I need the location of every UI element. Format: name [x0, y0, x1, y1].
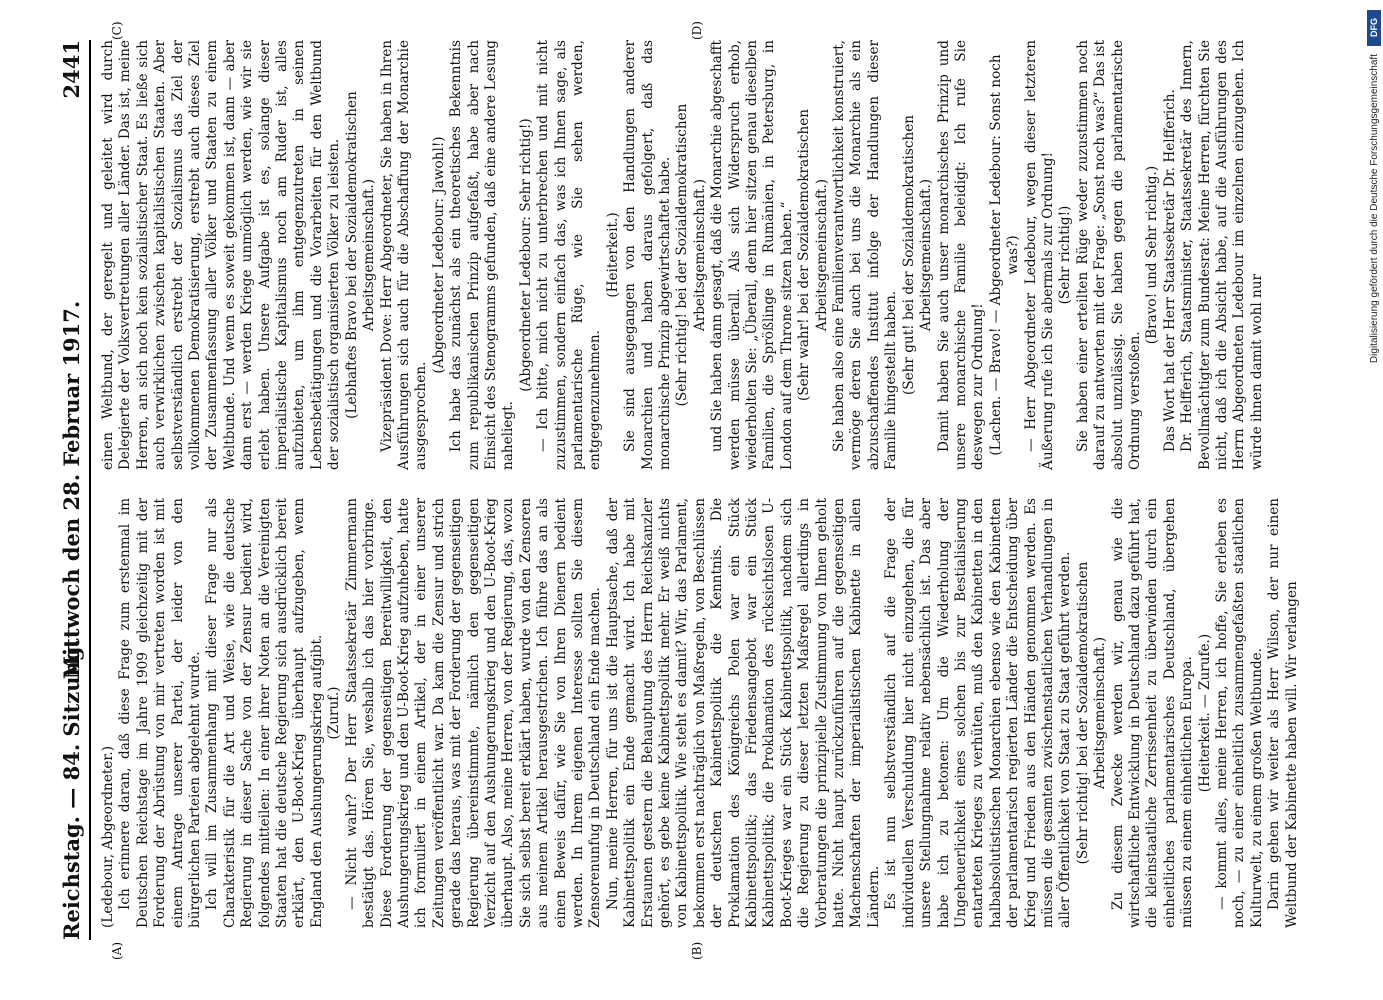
margin-mark-b: (B)	[690, 941, 704, 960]
paragraph: (Bravo! und Sehr richtig.)	[1144, 165, 1161, 345]
dfg-logo-badge: DFG	[1367, 10, 1381, 46]
paragraph: Nun, meine Herren, für uns ist die Hauptsache, daß der Kabinettspolitik ein Ende gemacht wird. Ich habe mit Erstaunen gestern die Behauptung des Herrn Reichskanzler gehört, es gebe keine Kabinettspolitik mehr. Er weiß nichts von Kabinettspolitik. Wie steht es damit? Wir, das Parlament, bekommen erst nachträglich von Maßregeln, von Beschlüssen der deutschen Kabinettspolitik die Kenntnis. Die Proklamation des Königreichs Polen war ein Stück Kabinettspolitik; das Friedensangebot war ein Stück Kabinettspolitik; die Proklamation des rücksichtslosen U-Boot-Krieges war ein Stück Kabinettspolitik, nachdem sich die Regierung zu dieser letzten Maßregel allerdings in Vorberatungen die prinzipielle Zustimmung von Ihnen geholt hatte. Nicht haupt zurückzuführen auf die gegenseitigen Machenschaften der imperialistischen Kabinette in allen Ländern.	[604, 497, 882, 928]
paragraph: (Sehr wahr! bei der Sozialdemokratischen Arbeitsgemeinschaft.)	[796, 108, 830, 402]
paragraph: Darin gehen wir weiter als Herr Wilson, der nur einen Weltbund der Kabinette haben will. Wir verlangen	[1266, 498, 1300, 928]
right-text-column	[100, 40, 1266, 470]
paragraph: (Ledebour, Abgeordneter.)	[100, 746, 116, 928]
margin-mark-d: (D)	[690, 21, 704, 40]
paragraph: Sie haben einer erteilten Rüge weder zuzustimmen noch darauf zu antworten mit der Frage: „Sonst noch was?“ Das ist absolut unzulässig. Sie haben gegen die parlamentarische Ordnung verstoßen.	[1074, 40, 1143, 470]
margin-mark-a: (A)	[110, 941, 124, 960]
paragraph: Dr. Helfferich, Staatsminister, Staatssekretär des Innern, Bevollmächtigter zum Bundesrat: Meine Herren, fürchten Sie nicht, daß ich die Absicht habe, auf die Ausführungen des Herrn Abgeordneten Ledebour im einzelnen einzugehen. Ich würde ihnen damit wohl nur	[1179, 40, 1265, 470]
margin-mark-c: (C)	[110, 21, 124, 40]
paragraph: Zu diesem Zwecke werden wir, genau wie die wirtschaftliche Entwicklung in Deutschland dazu geführt hat, die kleinstaatliche Zerrissenheit zu überwinden durch ein einheitliches parlamentarisches Deutschland, übergehen müssen zu einem einheitlichen Europa.	[1109, 498, 1196, 928]
paragraph: Das Wort hat der Herr Staatssekretär Dr. Helfferich.	[1161, 89, 1178, 452]
header-left: Reichstag. — 84. Sitzung.	[59, 639, 84, 940]
paragraph: (Sehr richtig! bei der Sozialdemokratischen Arbeitsgemeinschaft.)	[1074, 561, 1109, 865]
paragraph: (Sehr gut! bei der Sozialdemokratischen Arbeitsgemeinschaft.)	[900, 115, 935, 395]
paragraph: — Nicht wahr? Der Herr Staatssekretär Zimmermann bestätigt das. Hören Sie, weshalb ich das hier vorbringe. Diese Forderung der gegenseitigen Bereitwilligkeit, den Aushungerungskrieg und den U-Boot-Krieg aufzuheben, hatte ich formuliert in einem Artikel, der in einer unserer Zeitungen veröffentlicht war. Da kam die Zensur und strich gerade das heraus, was mit der Forderung der gegenseitigen Regierung übereinstimmte, nämlich den gegenseitigen Verzicht auf den Aushungerungskrieg und den U-Boot-Krieg überhaupt. Also, meine Herren, von der Regierung, das, wozu Sie sich selbst bereit erklärt haben, wurde von den Zensoren aus meinem Artikel herausgestrichen. Ich führe das an als einen Beweis dafür, wie Sie von Ihren Dienern bedient werden. In Ihrem eigenen Interesse sollten Sie diesem Zensorenunfug in Deutschland ein Ende machen.	[343, 498, 604, 928]
header-date: Mittwoch den 28. Februar 1917.	[59, 300, 84, 680]
paragraph: (Lebhaftes Bravo bei der Sozialdemokratischen Arbeitsgemeinschaft.)	[343, 91, 378, 419]
paragraph: einen Weltbund, der geregelt und geleitet wird durch Delegierte der Volksvertretungen aller Länder. Das ist, meine Herren, an sich noch kein sozialistischer Staat. Es ließe sich auch verwirklichen zwischen kapitalistischen Staaten. Aber selbstverständlich erstrebt der Sozialismus das Ziel der vollkommenen Demokratisierung, erstrebt auch dieses Ziel der Zusammenfassung aller Völker und Staaten zu einem Weltbunde. Und wenn es soweit gekommen ist, dann — aber dann erst — werden Kriege unmöglich werden, wie wir sie erlebt haben. Unsere Aufgabe ist es, solange dieser imperialistische Kapitalismus noch am Ruder ist, alles aufzubieten, um ihm entgegenzutreten in seinen Lebensbetätigungen und die Vorarbeiten für den Weltbund der sozialistisch organisierten Völker zu leisten.	[100, 40, 343, 470]
paragraph: (Heiterkeit.)	[604, 212, 621, 298]
paragraph: Ich habe das zunächst als ein theoretisches Bekenntnis zum republikanischen Prinzip aufgefaßt, habe aber nach Einsicht des Stenogramms gefunden, daß eine andere Lesung naheliegt.	[448, 40, 517, 470]
paragraph: Sie haben also eine Familienverantwortlichkeit konstruiert, vermöge deren Sie auch bei uns die Monarchie als ein abzuschaffendes Institut infolge der Handlungen dieser Familie hingestellt haben.	[831, 40, 900, 470]
paragraph: — Ich bitte, mich nicht zu unterbrechen und mit nicht zuzustimmen, sondern einfach das, was ich Ihnen sage, als parlamentarische Rüge, wie Sie sehen werden, entgegenzunehmen.	[535, 40, 604, 470]
paragraph: Vizepräsident Dove: Herr Abgeordneter, Sie haben in Ihren Ausführungen sich auch für die Abschaffung der Monarchie ausgesprochen.	[378, 40, 430, 470]
paragraph: (Sehr richtig! bei der Sozialdemokratischen Arbeitsgemeinschaft.)	[674, 103, 708, 407]
paragraph: (Heiterkeit. — Zurufe.)	[1196, 633, 1213, 793]
paragraph: (Zuruf.)	[326, 686, 343, 740]
paragraph: und Sie haben dann gesagt, daß die Monarchie abgeschafft werden müsse überall. Als sich Widerspruch erhob, wiederholten Sie: „Überall, denn hier sitzen genau dieselben Familien, die Sprößlinge in Rumänien, in Petersburg, in London auf dem Throne sitzen haben.“	[709, 40, 795, 470]
paragraph: Es ist nun selbstverständlich auf die Frage der individuellen Verschuldung hier nicht einzugehen, die für unsere Stellungnahme relativ nebensächlich ist. Das aber habe ich zu betonen: Um die Wiederholung der Ungeheuerlichkeit eines solchen bis zur Bestialisierung entarteten Krieges zu verhüten, muß den Kabinetten in den halbabsolutistischen Monarchien ebenso wie den Kabinetten der parlamentarisch regierten Länder die Entscheidung über Krieg und Frieden aus den Händen genommen werden. Es müssen die gesamten zwischenstaatlichen Verhandlungen in aller Öffentlichkeit von Staat zu Staat geführt werden.	[883, 498, 1074, 928]
paragraph: (Abgeordneter Ledebour: Sehr richtig!)	[517, 118, 534, 392]
paragraph: Damit haben Sie auch unser monarchisches Prinzip und unsere monarchische Familie beleidigt: Ich rufe Sie deswegen zur Ordnung!	[935, 40, 987, 470]
digitization-credit-bar	[1367, 10, 1381, 990]
page-number: 2441	[59, 40, 84, 99]
paragraph: — kommt alles, meine Herren, ich hoffe, Sie erleben es noch, — zu einer einheitlich zusammengefaßten staatlichen Kulturwelt, zu einem großen Weltbunde.	[1214, 498, 1265, 928]
page-header	[55, 40, 91, 940]
paragraph: (Abgeordneter Ledebour: Jawohl!)	[430, 136, 447, 374]
paragraph: Ich will im Zusammenhang mit dieser Frage nur als Charakteristik für die Art und Weise, wie die deutsche Regierung in dieser Sache von der Zensur bedient wird, folgendes mitteilen: In einer ihrer Noten an die Vereinigten Staaten hat die deutsche Regierung sich ausdrücklich bereit erklärt, den U-Boot-Krieg überhaupt aufzugeben, wenn England den Aushungerungskrieg aufgibt.	[204, 498, 325, 928]
left-text-column	[100, 498, 1301, 928]
digitization-credit-text: Digitalisierung gefördert durch die Deutsche Forschungsgemeinschaft	[1369, 54, 1380, 364]
paragraph: — Herr Abgeordneter Ledebour, wegen dieser letzteren Äußerung rufe ich Sie abermals zur Ordnung!	[1022, 40, 1056, 470]
paragraph: (Sehr richtig!)	[1057, 205, 1074, 305]
paragraph: Ich erinnere daran, daß diese Frage zum erstenmal im Deutschen Reichstage im Jahre 1909 gleichzeitig mit der Forderung der Abrüstung von mir vertreten worden ist mit einem Antrage unserer Partei, der leider von den bürgerlichen Parteien abgelehnt wurde.	[117, 498, 204, 928]
paragraph: (Lachen. — Bravo! — Abgeordneter Ledebour: Sonst noch was?)	[987, 54, 1022, 456]
paragraph: Sie sind ausgegangen von den Handlungen anderer Monarchien und haben daraus gefolgert, daß das monarchische Prinzip abgewirtschaftet habe.	[622, 40, 673, 470]
